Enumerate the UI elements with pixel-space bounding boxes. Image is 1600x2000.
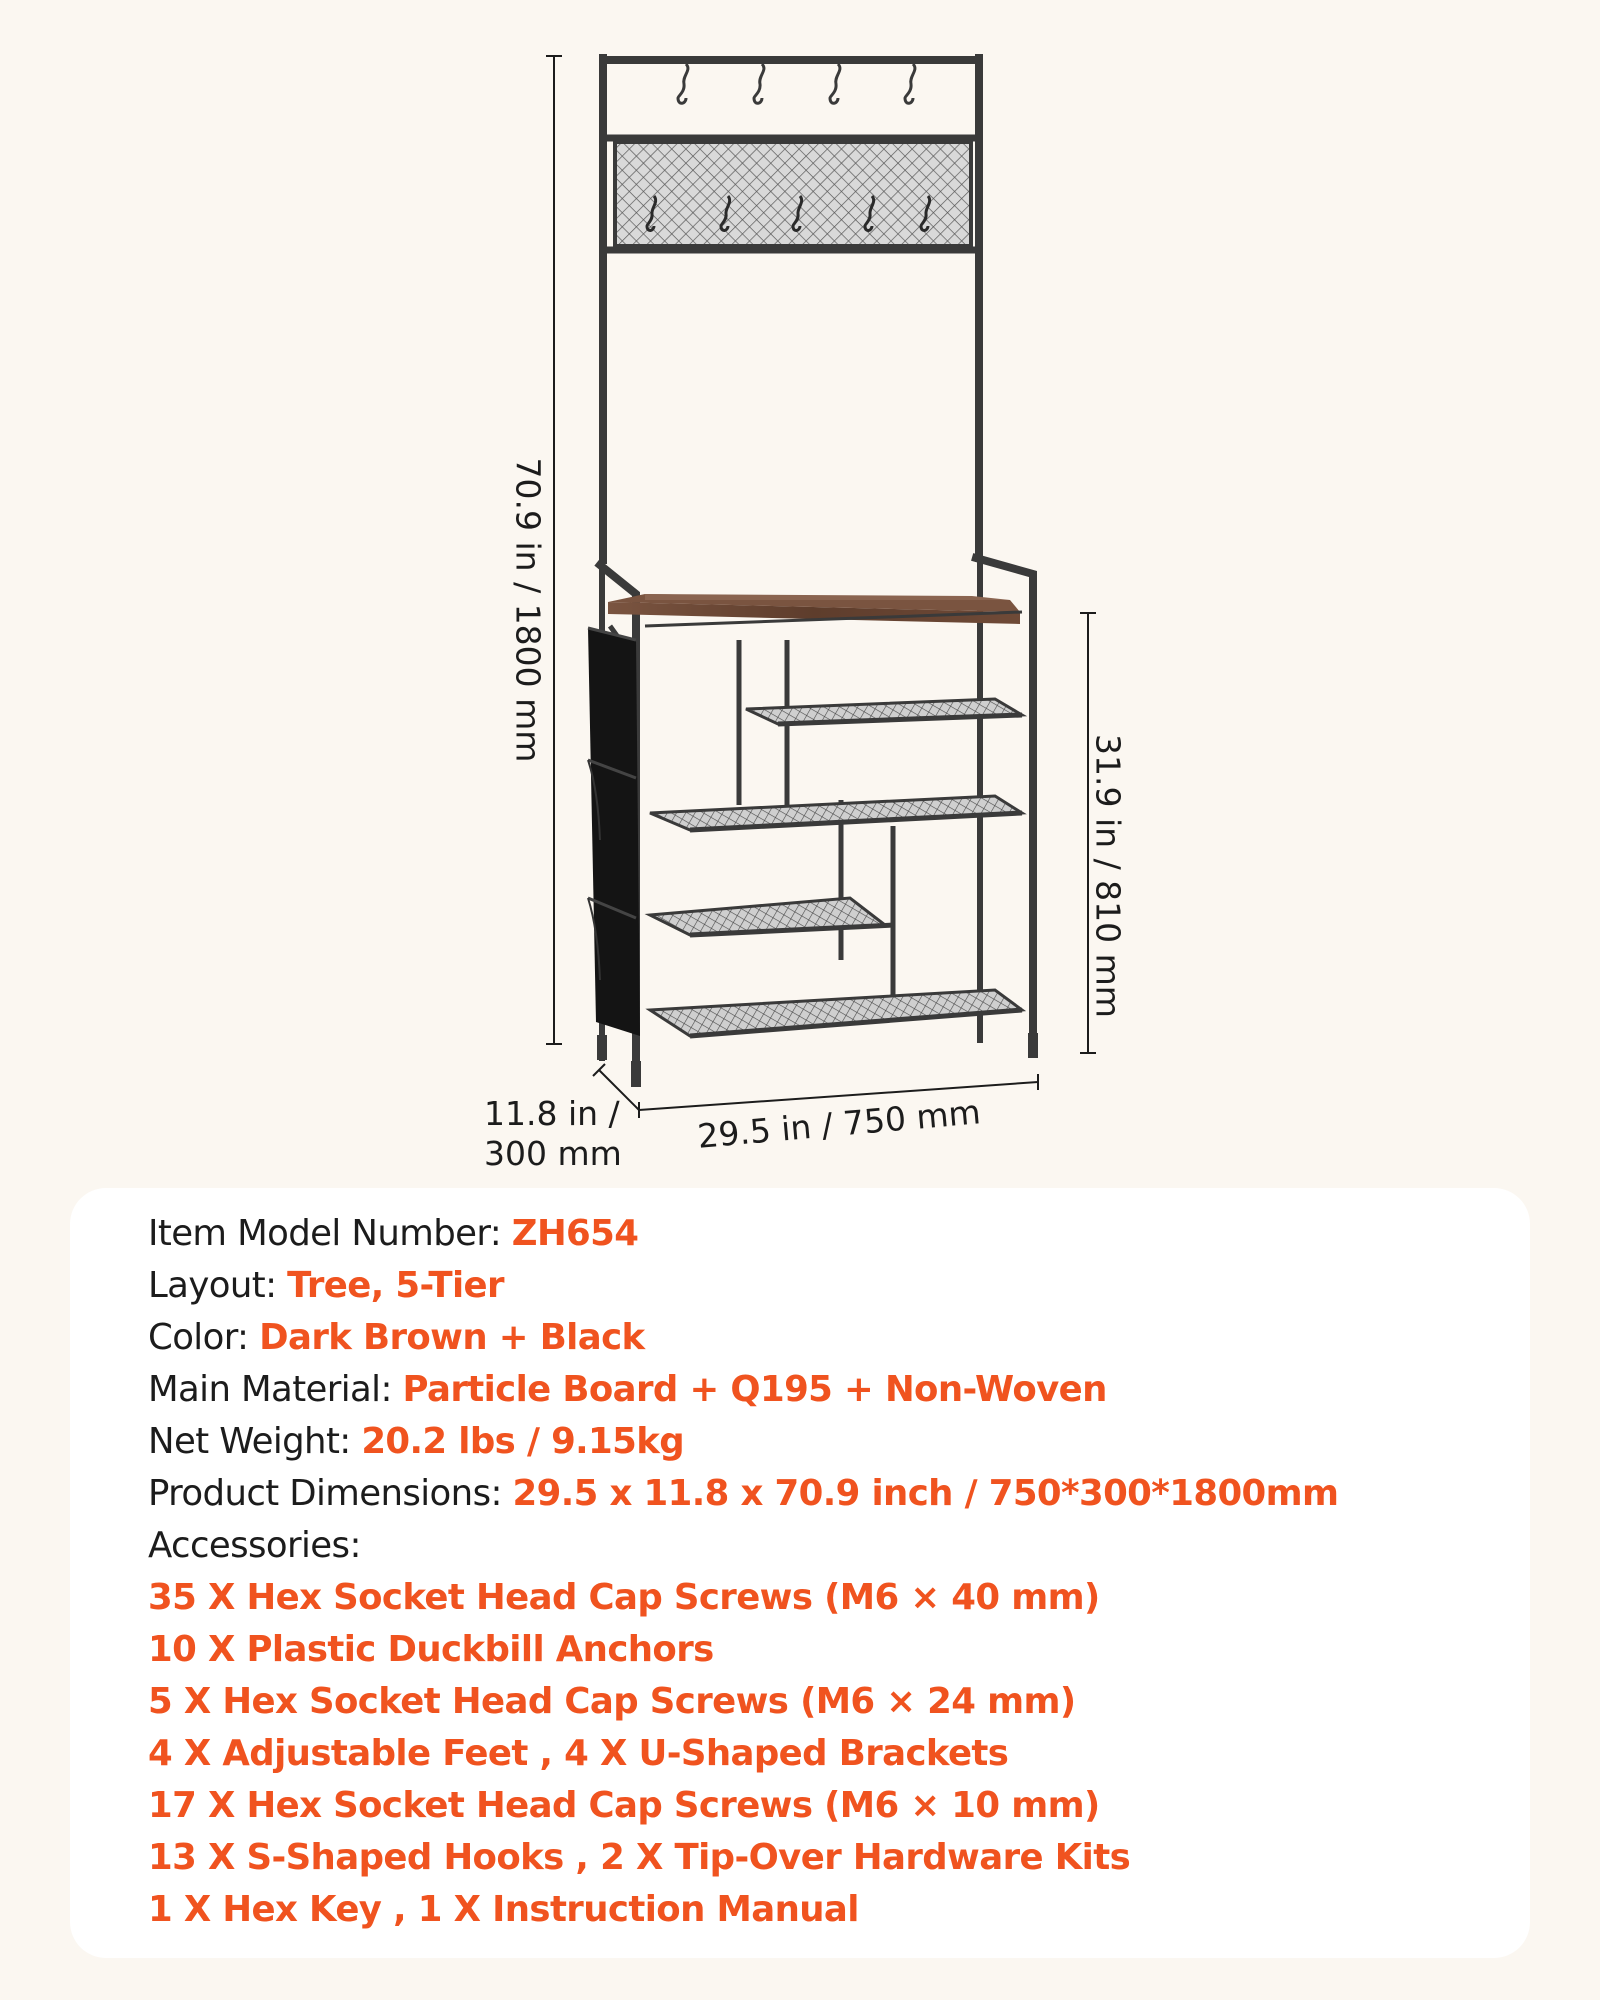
material-label: Main Material: xyxy=(148,1369,403,1410)
spec-color xyxy=(148,1312,1338,1364)
weight-label: Net Weight: xyxy=(148,1421,362,1462)
layout-label: Layout: xyxy=(148,1265,288,1306)
accessories-label: Accessories: xyxy=(148,1525,361,1566)
side-storage-bag xyxy=(588,628,640,1036)
spec-layout xyxy=(148,1260,1338,1312)
accessory-item: 13 X S-Shaped Hooks , 2 X Tip-Over Hardware Kits xyxy=(148,1837,1131,1878)
depth-line-2: 300 mm xyxy=(484,1133,622,1173)
lower-height-dimension-label: 31.9 in / 810 mm xyxy=(1088,734,1128,1018)
wood-tabletop xyxy=(608,594,1022,626)
spec-model xyxy=(148,1208,1338,1260)
depth-line-1: 11.8 in / xyxy=(484,1094,620,1133)
accessory-item: 35 X Hex Socket Head Cap Screws (M6 × 40 mm) xyxy=(148,1577,1100,1618)
width-dimension-label: 29.5 in / 750 mm xyxy=(695,1092,983,1156)
layout-value: Tree, 5-Tier xyxy=(287,1265,504,1306)
spec-list xyxy=(148,1208,1338,1936)
model-value: ZH654 xyxy=(511,1213,639,1254)
spec-weight xyxy=(148,1416,1338,1468)
spec-accessories xyxy=(148,1520,1338,1572)
spec-dimensions xyxy=(148,1468,1338,1520)
material-value: Particle Board + Q195 + Non-Woven xyxy=(402,1369,1107,1410)
accessory-item: 1 X Hex Key , 1 X Instruction Manual xyxy=(148,1889,859,1930)
accessory-item: 17 X Hex Socket Head Cap Screws (M6 × 10 mm) xyxy=(148,1785,1100,1826)
model-label: Item Model Number: xyxy=(148,1213,512,1254)
dimensions-value: 29.5 x 11.8 x 70.9 inch / 750*300*1800mm xyxy=(512,1473,1339,1514)
accessory-item: 10 X Plastic Duckbill Anchors xyxy=(148,1629,714,1670)
mesh-shelves xyxy=(650,699,1022,1036)
spec-material xyxy=(148,1364,1338,1416)
accessory-item: 5 X Hex Socket Head Cap Screws (M6 × 24 mm) xyxy=(148,1681,1076,1722)
color-value: Dark Brown + Black xyxy=(259,1317,645,1358)
spec-card xyxy=(70,1188,1530,1958)
depth-dimension-label xyxy=(484,1094,644,1173)
color-label: Color: xyxy=(148,1317,260,1358)
height-dimension-label: 70.9 in / 1800 mm xyxy=(508,457,548,763)
s-hooks xyxy=(678,64,915,103)
weight-value: 20.2 lbs / 9.15kg xyxy=(361,1421,685,1462)
accessory-item: 4 X Adjustable Feet , 4 X U-Shaped Brackets xyxy=(148,1733,1009,1774)
dimensions-label: Product Dimensions: xyxy=(148,1473,513,1514)
